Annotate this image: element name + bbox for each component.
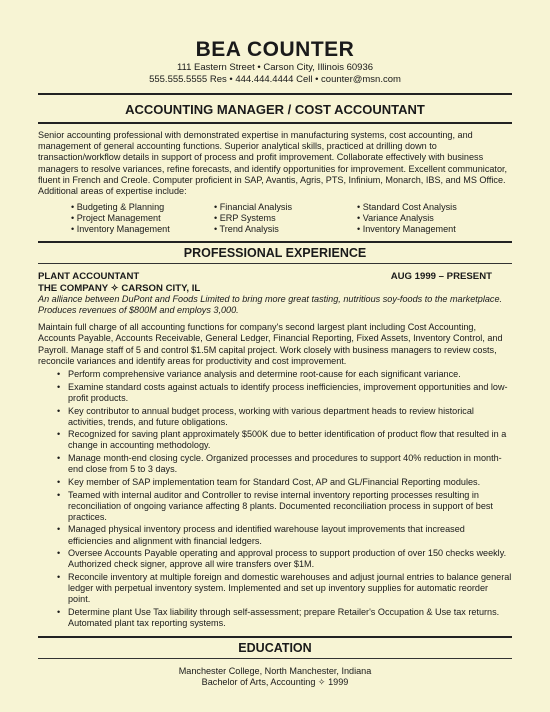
skill-item: • Inventory Management: [357, 224, 500, 235]
achievement-item: • Oversee Accounts Payable operating and approval process to support production of over 150 checks weekly. Authorized check signer, approve all wire transfers over $1M.: [68, 548, 512, 570]
achievement-list: [38, 369, 512, 629]
skill-item: • Variance Analysis: [357, 213, 500, 224]
skills-column: [71, 202, 214, 235]
skills-list: [71, 202, 512, 235]
job-title: PLANT ACCOUNTANT: [38, 271, 140, 283]
achievement-item: • Reconcile inventory at multiple foreign and domestic warehouses and adjust journal entries to balance general ledger with perpetual inventory system. Implemented and set up inventory supplies for automatic reorder point.: [68, 572, 512, 605]
contact-line: 555.555.5555 Res • 444.444.4444 Cell • counter@msn.com: [149, 74, 401, 85]
skill-item: • Financial Analysis: [214, 202, 357, 213]
achievement-item: • Perform comprehensive variance analysis and determine root-cause for each significant variance.: [68, 369, 512, 380]
achievement-item: • Teamed with internal auditor and Controller to revise internal inventory reporting processes resulting in reconciliation of ongoing variance affecting 8 plants. Documented reconciliation process in support of best practices.: [68, 490, 512, 523]
company-description: An alliance between DuPont and Foods Limited to bring more great tasting, nutritious soy-foods to the marketplace. Produces revenues of $800M and employs 3,000.: [38, 294, 503, 316]
skill-item: • Standard Cost Analysis: [357, 202, 500, 213]
achievement-item: • Managed physical inventory process and identified warehouse layout improvements that increased efficiencies and alignment with financial ledgers.: [68, 524, 512, 546]
job-header: [38, 271, 512, 283]
resume-header: [38, 0, 512, 86]
address-line: 111 Eastern Street • Carson City, Illinois 60936: [176, 62, 374, 73]
skill-item: • Trend Analysis: [214, 224, 357, 235]
job-dates: AUG 1999 – PRESENT: [390, 271, 492, 283]
skills-column: [357, 202, 500, 235]
skills-column: [214, 202, 357, 235]
achievement-item: • Recognized for saving plant approximately $500K due to better identification of product flow that resulted in a change in accounting methodology.: [68, 429, 512, 451]
education-bottom-divider: [38, 658, 512, 659]
achievement-item: • Key member of SAP implementation team for Standard Cost, AP and GL/Financial Reporting modules.: [68, 477, 512, 488]
company-name: THE COMPANY ✧ CARSON CITY, IL: [38, 282, 201, 294]
achievement-item: • Key contributor to annual budget process, working with various department heads to review historical activities, trends, and future obligations.: [68, 406, 512, 428]
skill-item: • Inventory Management: [71, 224, 214, 235]
education-section-title: EDUCATION: [238, 641, 312, 656]
education-degree: Bachelor of Arts, Accounting ✧ 1999: [201, 677, 349, 688]
experience-bottom-divider: [38, 263, 512, 264]
experience-top-divider: [38, 241, 512, 243]
header-divider: [38, 93, 512, 95]
experience-section-title: PROFESSIONAL EXPERIENCE: [183, 246, 367, 261]
education-top-divider: [38, 636, 512, 638]
summary-paragraph: Senior accounting professional with demonstrated expertise in manufacturing systems, cost accounting, and management of general accounting functions. Superior analytical skills, practiced at drilling down to transaction/workflow details in support of process and profit improvement. Collaborate effectively with business managers to resolve variances, refine forecasts, and identify opportunities for improvement. Excellent communicator, fluent in French and Creole. Computer proficient in SAP, Avantis, Agris, PTS, Infinium, Monarch, IBS, and MS Office. Additional areas of expertise include:: [38, 130, 508, 197]
achievement-item: • Determine plant Use Tax liability through self-assessment; prepare Retailer's Occupation & Use tax returns. Automated plant tax reporting systems.: [68, 607, 512, 629]
title-divider: [38, 122, 512, 124]
job-overview: Maintain full charge of all accounting functions for company's second largest plant including Cost Accounting, Accounts Payable, Accounts Receivable, General Ledger, Financial Reporting, Fixed Assets, Inventory Control, and Payroll. Manage staff of 5 and control $1.5M capital project. Work closely with business managers to review costs, reconcile variances and identify areas for productivity and cost improvement.: [38, 322, 503, 366]
education-school: Manchester College, North Manchester, Indiana: [178, 666, 372, 677]
skill-item: • Project Management: [71, 213, 214, 224]
achievement-item: • Examine standard costs against actuals to identify process inefficiencies, improvement opportunities and low-profit products.: [68, 382, 512, 404]
skill-item: • ERP Systems: [214, 213, 357, 224]
candidate-name: BEA COUNTER: [195, 38, 355, 61]
company-line: [38, 283, 512, 295]
achievement-item: • Manage month-end closing cycle. Organized processes and procedures to support 40% reduction in month-end close from 5 to 3 days.: [68, 453, 512, 475]
target-title: ACCOUNTING MANAGER / COST ACCOUNTANT: [125, 102, 425, 117]
skill-item: • Budgeting & Planning: [71, 202, 214, 213]
